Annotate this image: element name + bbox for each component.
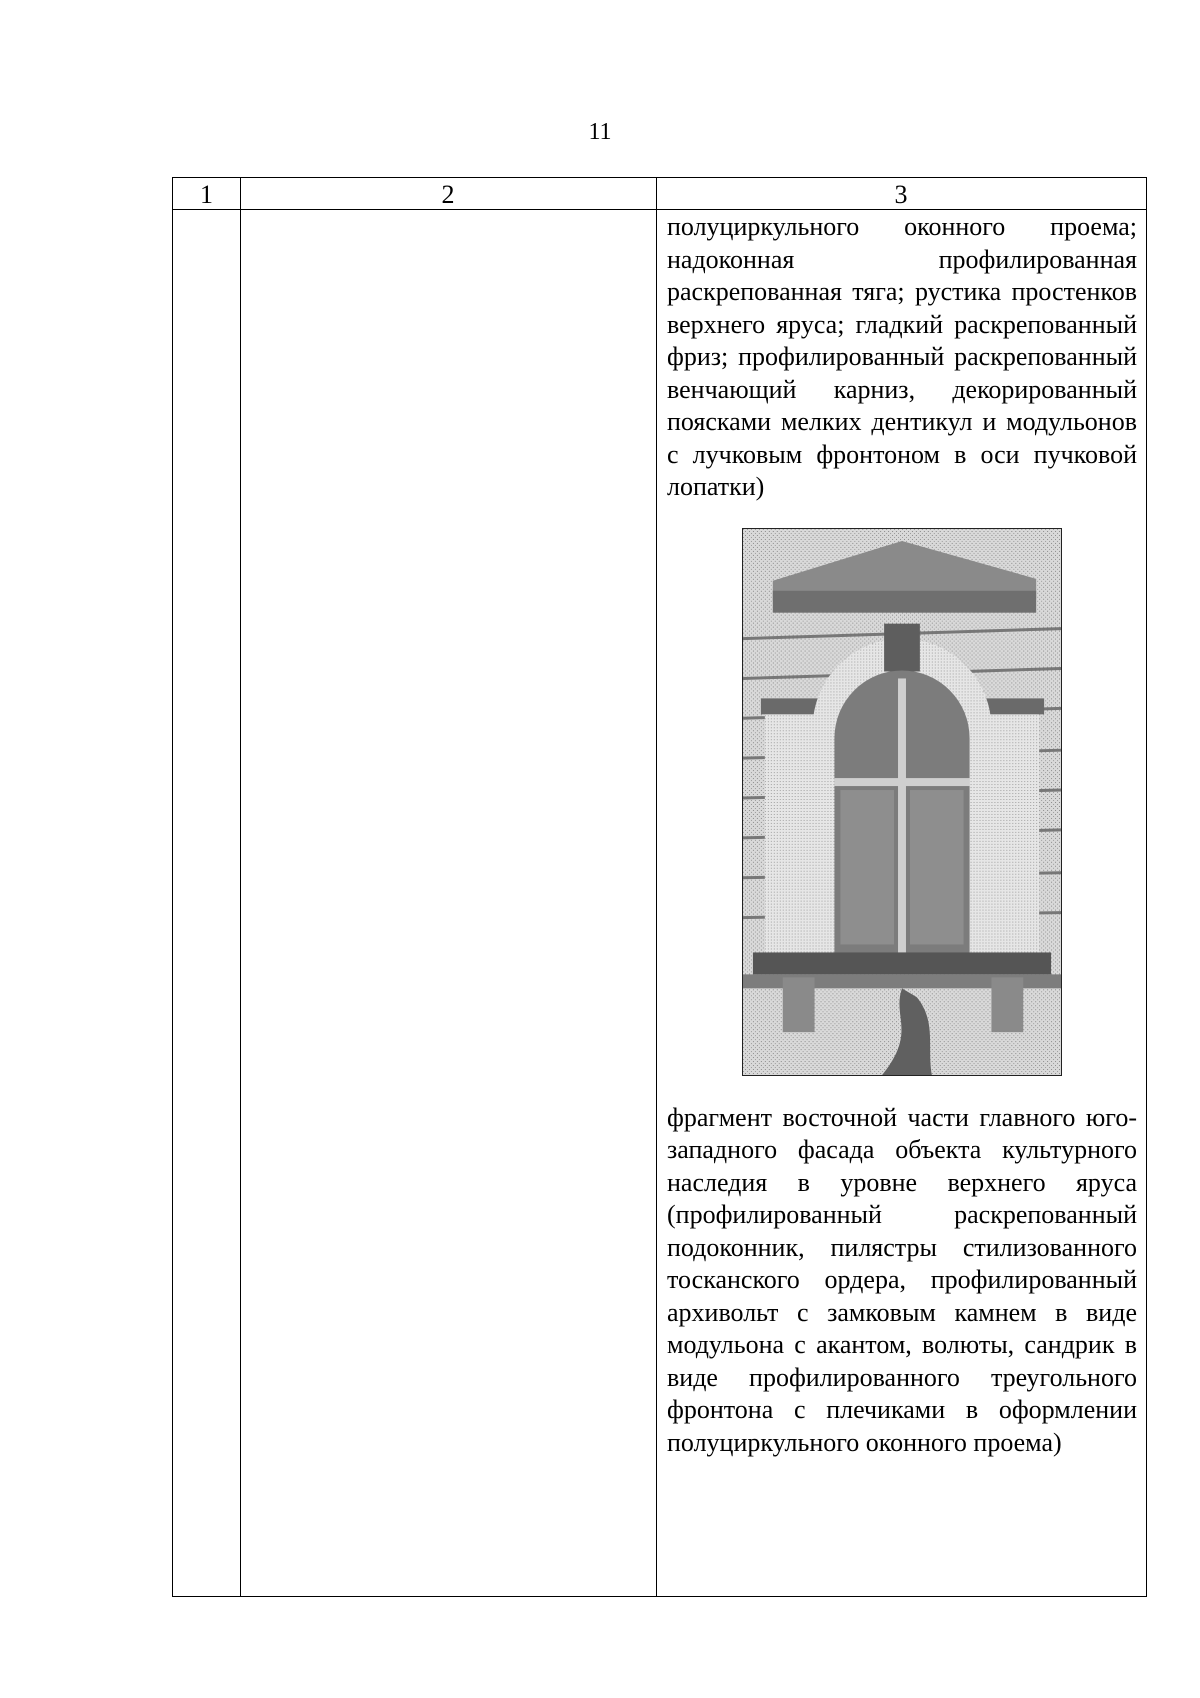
facade-window-photo-icon: [743, 529, 1061, 1075]
table-column-divider: [240, 178, 241, 1596]
document-table: [172, 177, 1147, 1597]
table-column-divider: [656, 178, 657, 1596]
table-header-col-2: 2: [441, 180, 455, 209]
table-header-col-1: 1: [200, 180, 213, 209]
table-header-col-3: 3: [894, 180, 908, 209]
table-cell-col-3: [667, 211, 1137, 1459]
facade-window-photo: [742, 528, 1062, 1076]
page-number: 11: [588, 119, 612, 145]
description-text: полуциркульного оконного проема; надоконная профилированная раскрепованная тяга; рустика простенков верхнего яруса; гладкий раскрепованный фриз; профилированный раскрепованный венчающий карниз, декорированный поясками мелких дентикул и модульонов с лучковым фронтоном в оси пучковой лопатки): [667, 212, 1137, 501]
image-caption: фрагмент восточной части главного юго-западного фасада объекта культурного наследия в уровне верхнего яруса (профилированный раскрепованный подоконник, пилястры стилизованного тосканского ордера, профилированный архивольт с замковым камнем в виде модульона с акантом, волюты, сандрик в виде профилированного треугольного фронтона с плечиками в оформлении полуциркульного оконного проема): [667, 1102, 1137, 1457]
